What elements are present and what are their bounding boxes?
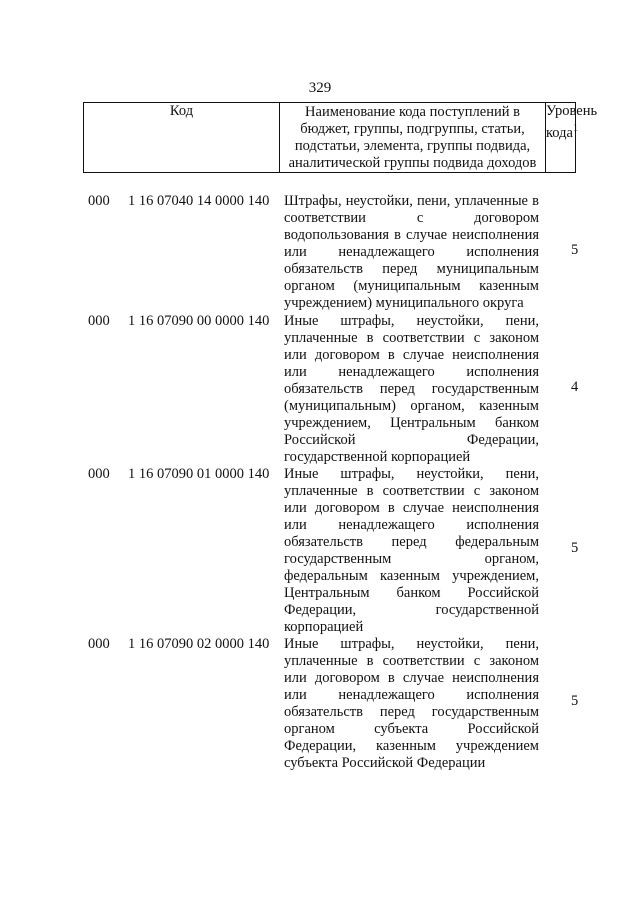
revenue-name — [284, 313, 539, 466]
revenue-name-line: обязательств перед государственным — [284, 381, 539, 397]
admin-code: 000 — [88, 313, 110, 329]
page-number: 329 — [308, 80, 332, 96]
header-code-label: Код — [169, 103, 194, 119]
revenue-name-line: органом (муниципальным казенным — [284, 278, 539, 294]
revenue-name-line: или ненадлежащего исполнения — [284, 244, 539, 260]
revenue-name-line: соответствии с договором — [284, 210, 539, 226]
revenue-name-line: обязательств перед государственным — [284, 704, 539, 720]
revenue-code: 1 16 07090 00 0000 140 — [128, 313, 270, 329]
header-level-word: кода — [546, 124, 573, 141]
revenue-code: 1 16 07090 02 0000 140 — [128, 636, 270, 652]
header-level-line — [546, 120, 578, 142]
revenue-name-line: или договором в случае неисполнения — [284, 670, 539, 686]
revenue-name-line: уплаченные в соответствии с законом — [284, 330, 539, 346]
revenue-name-line: обязательств перед федеральным — [284, 534, 539, 550]
header-level-footnote: 1 — [572, 123, 578, 134]
revenue-level: 5 — [571, 693, 579, 709]
admin-code: 000 — [88, 636, 110, 652]
header-level-line: Уровень — [546, 103, 598, 119]
revenue-name-line: государственной корпорацией — [284, 449, 471, 465]
revenue-name-line: Федерации, казенным учреждением — [284, 738, 539, 754]
revenue-name-line: органом субъекта Российской — [284, 721, 539, 737]
revenue-name — [284, 466, 539, 636]
revenue-name-line: учреждением, Центральным банком — [284, 415, 539, 431]
revenue-level: 5 — [571, 242, 579, 258]
revenue-name-line: государственным органом, — [284, 551, 539, 567]
header-name-line: Наименование кода поступлений в — [305, 104, 520, 120]
header-name-cell — [280, 103, 546, 173]
admin-code: 000 — [88, 193, 110, 209]
revenue-name-line: или ненадлежащего исполнения — [284, 687, 539, 703]
revenue-name-line: учреждением) муниципального округа — [284, 295, 524, 311]
revenue-name-line: корпорацией — [284, 619, 364, 635]
revenue-name-line: Федерации, государственной — [284, 602, 539, 618]
revenue-name-line: Иные штрафы, неустойки, пени, — [284, 466, 539, 482]
revenue-name-line: Иные штрафы, неустойки, пени, — [284, 313, 539, 329]
revenue-level: 5 — [571, 540, 579, 556]
header-name-line: подстатьи, элемента, группы подвида, — [294, 138, 531, 154]
revenue-name-line: Штрафы, неустойки, пени, уплаченные в — [284, 193, 539, 209]
admin-code: 000 — [88, 466, 110, 482]
revenue-name-line: или ненадлежащего исполнения — [284, 364, 539, 380]
revenue-name-line: федеральным казенным учреждением, — [284, 568, 539, 584]
revenue-name-line: Иные штрафы, неустойки, пени, — [284, 636, 539, 652]
revenue-level: 4 — [571, 379, 579, 395]
header-level-cell — [546, 103, 598, 173]
table-header — [83, 102, 598, 173]
header-name-line: аналитической группы подвида доходов — [288, 155, 537, 171]
revenue-code: 1 16 07090 01 0000 140 — [128, 466, 270, 482]
revenue-name-line: Центральным банком Российской — [284, 585, 539, 601]
header-name-line: бюджет, группы, подгруппы, статьи, — [300, 121, 525, 137]
revenue-name-line: водопользования в случае неисполнения — [284, 227, 539, 243]
revenue-name-line: или ненадлежащего исполнения — [284, 517, 539, 533]
revenue-name-line: уплаченные в соответствии с законом — [284, 653, 539, 669]
revenue-name-line: или договором в случае неисполнения — [284, 500, 539, 516]
revenue-name-line: уплаченные в соответствии с законом — [284, 483, 539, 499]
revenue-name-line: субъекта Российской Федерации — [284, 755, 486, 771]
revenue-name-line: Российской Федерации, — [284, 432, 539, 448]
revenue-name — [284, 636, 539, 772]
revenue-name-line: (муниципальным) органом, казенным — [284, 398, 539, 414]
revenue-name — [284, 193, 539, 312]
revenue-name-line: обязательств перед муниципальным — [284, 261, 539, 277]
revenue-name-line: или договором в случае неисполнения — [284, 347, 539, 363]
revenue-code: 1 16 07040 14 0000 140 — [128, 193, 270, 209]
header-code-cell — [84, 103, 280, 173]
